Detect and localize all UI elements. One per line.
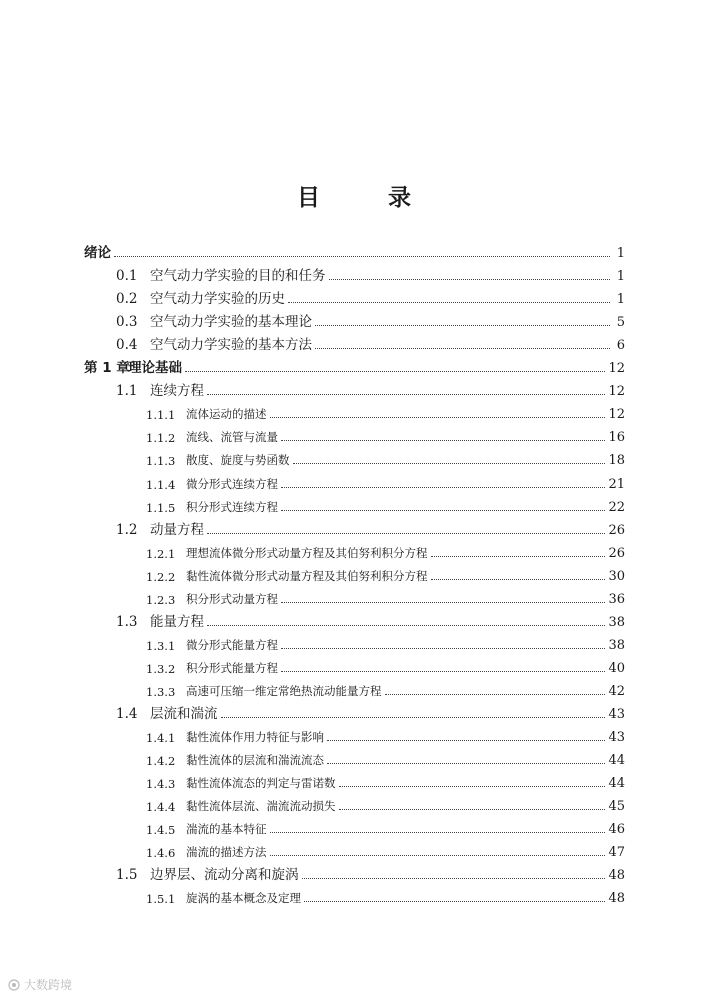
toc-entry-title: 能量方程 xyxy=(150,613,204,630)
toc-entry-title: 绪论 xyxy=(84,245,111,261)
toc-entry-page: 48 xyxy=(608,868,625,884)
toc-entry[interactable] xyxy=(146,399,625,422)
toc-entry-number: 1.4.4 xyxy=(146,800,176,815)
dot-leader xyxy=(315,325,610,326)
toc-entry-title: 积分形式动量方程 xyxy=(186,591,278,606)
watermark-text: 大数跨境 xyxy=(24,978,73,992)
toc-entry[interactable] xyxy=(116,699,625,722)
toc-entry-number: 1.3.2 xyxy=(146,661,176,676)
toc-entry-number: 1.1 xyxy=(116,383,138,400)
toc-entry-page: 43 xyxy=(608,707,625,722)
toc-entry-title: 空气动力学实验的目的和任务 xyxy=(150,268,326,285)
toc-entry-page: 26 xyxy=(608,545,625,561)
toc-entry[interactable] xyxy=(146,814,625,837)
toc-entry-title: 空气动力学实验的基本方法 xyxy=(150,337,312,354)
dot-leader xyxy=(207,394,605,395)
toc-entry-number: 1.1.5 xyxy=(146,500,176,515)
toc-entry-title: 黏性流体作用力特征与影响 xyxy=(186,730,324,745)
toc-entry[interactable] xyxy=(116,376,625,399)
toc-entry-number: 第 1 章 xyxy=(84,360,130,377)
toc-entry-title: 积分形式连续方程 xyxy=(186,499,278,514)
toc-entry-page: 44 xyxy=(608,753,625,769)
dot-leader xyxy=(281,510,605,511)
toc-entry-number: 1.1.4 xyxy=(146,477,176,492)
toc-entry-number: 1.4.5 xyxy=(146,823,176,838)
dot-leader xyxy=(304,901,605,902)
dot-leader xyxy=(385,694,606,695)
toc-entry-number: 1.1.3 xyxy=(146,454,176,469)
dot-leader xyxy=(281,671,605,672)
toc-entry[interactable] xyxy=(116,330,625,353)
dot-leader xyxy=(281,602,605,603)
dot-leader xyxy=(270,832,606,833)
toc-entry[interactable] xyxy=(146,538,625,561)
toc-entry-title: 积分形式能量方程 xyxy=(186,660,278,675)
toc-entry-number: 0.4 xyxy=(116,337,138,354)
page-title: 目 录 xyxy=(296,185,441,211)
toc-entry[interactable] xyxy=(84,238,625,261)
dot-leader xyxy=(281,440,605,441)
toc-entry-title: 散度、旋度与势函数 xyxy=(186,453,290,468)
toc-entry-page: 44 xyxy=(608,776,625,792)
toc-entry[interactable] xyxy=(116,284,625,307)
toc-entry[interactable] xyxy=(146,745,625,768)
toc-entry-number: 1.2 xyxy=(116,521,138,538)
dot-leader xyxy=(270,417,606,418)
toc-entry-page: 40 xyxy=(608,660,625,676)
toc-entry-title: 理论基础 xyxy=(128,360,182,377)
toc-entry[interactable] xyxy=(146,883,625,906)
toc-entry-number: 1.4.3 xyxy=(146,777,176,792)
toc-entry-number: 1.2.2 xyxy=(146,569,176,584)
toc-entry-page: 36 xyxy=(608,591,625,607)
toc-entry-title: 黏性流体微分形式动量方程及其伯努利积分方程 xyxy=(186,568,428,583)
toc-entry-number: 1.3.1 xyxy=(146,638,176,653)
toc-entry-page: 1 xyxy=(616,246,625,261)
toc-entry-page: 6 xyxy=(616,338,625,354)
toc-entry[interactable] xyxy=(116,860,625,883)
toc-entry-page: 48 xyxy=(608,891,625,907)
toc-entry-title: 黏性流体流态的判定与雷诺数 xyxy=(186,776,336,791)
toc-entry-page: 12 xyxy=(608,384,625,400)
toc-entry-page: 21 xyxy=(608,476,625,492)
toc-entry[interactable] xyxy=(146,469,625,492)
toc-entry-number: 0.3 xyxy=(116,314,138,331)
toc-entry-number: 1.4.2 xyxy=(146,754,176,769)
toc-entry-page: 30 xyxy=(608,568,625,584)
dot-leader xyxy=(281,648,605,649)
toc-entry-title: 微分形式能量方程 xyxy=(186,637,278,652)
dot-leader xyxy=(302,878,606,879)
dot-leader xyxy=(207,533,605,534)
logo-icon xyxy=(8,979,20,991)
toc-entry-number: 1.5.1 xyxy=(146,892,176,907)
dot-leader xyxy=(207,625,605,626)
dot-leader xyxy=(327,740,605,741)
toc-entry-page: 46 xyxy=(608,822,625,838)
toc-entry-number: 1.5 xyxy=(116,867,138,884)
toc-entry[interactable] xyxy=(146,653,625,676)
toc-entry[interactable] xyxy=(84,353,625,376)
toc-entry-title: 空气动力学实验的历史 xyxy=(150,291,285,308)
dot-leader xyxy=(329,279,611,280)
toc-entry-title: 流体运动的描述 xyxy=(186,407,267,422)
dot-leader xyxy=(293,463,606,464)
dot-leader xyxy=(431,556,606,557)
toc-entry-title: 边界层、流动分离和旋涡 xyxy=(150,867,299,884)
toc-entry[interactable] xyxy=(146,445,625,468)
toc-entry-number: 0.1 xyxy=(116,268,138,285)
watermark xyxy=(8,976,72,993)
dot-leader xyxy=(431,579,606,580)
toc-entry-number: 1.3 xyxy=(116,613,138,630)
dot-leader xyxy=(288,302,610,303)
toc-entry[interactable] xyxy=(146,422,625,445)
dot-leader xyxy=(339,786,606,787)
toc-entry-number: 1.4.1 xyxy=(146,731,176,746)
toc-entry-page: 22 xyxy=(608,499,625,515)
toc-entry[interactable] xyxy=(146,561,625,584)
toc-entry-number: 1.4 xyxy=(116,706,138,722)
toc-entry-title: 旋涡的基本概念及定理 xyxy=(186,891,301,906)
toc-entry[interactable] xyxy=(116,261,625,284)
toc-entry-page: 5 xyxy=(616,315,625,331)
toc-entry[interactable] xyxy=(146,584,625,607)
toc-entry-title: 微分形式连续方程 xyxy=(186,476,278,491)
toc-entry[interactable] xyxy=(146,791,625,814)
toc-entry-title: 动量方程 xyxy=(150,521,204,538)
toc-entry-title: 湍流的描述方法 xyxy=(186,845,267,860)
toc-entry-title: 层流和湍流 xyxy=(150,706,218,722)
toc-entry-title: 高速可压缩一维定常绝热流动能量方程 xyxy=(186,683,382,698)
toc-entry[interactable] xyxy=(116,307,625,330)
dot-leader xyxy=(221,717,606,718)
toc-entry-number: 1.1.2 xyxy=(146,431,176,446)
toc-entry[interactable] xyxy=(116,607,625,630)
toc-entry-title: 流线、流管与流量 xyxy=(186,430,278,445)
toc-entry-page: 47 xyxy=(608,845,625,861)
dot-leader xyxy=(114,256,610,257)
toc-entry[interactable] xyxy=(146,676,625,699)
dot-leader xyxy=(315,348,610,349)
toc-entry-page: 43 xyxy=(608,730,625,746)
toc-entry-title: 空气动力学实验的基本理论 xyxy=(150,314,312,331)
toc-entry-title: 理想流体微分形式动量方程及其伯努利积分方程 xyxy=(186,545,428,560)
toc-entry[interactable] xyxy=(146,837,625,860)
toc-entry-page: 45 xyxy=(608,799,625,815)
toc-entry[interactable] xyxy=(146,722,625,745)
toc-entry-page: 42 xyxy=(608,683,625,699)
toc-entry-number: 1.4.6 xyxy=(146,846,176,861)
toc-entry-page: 38 xyxy=(608,614,625,630)
toc-entry-number: 1.1.1 xyxy=(146,408,176,423)
toc-entry-page: 12 xyxy=(608,361,625,377)
toc-entry-page: 18 xyxy=(608,453,625,469)
dot-leader xyxy=(327,763,605,764)
toc-entry-number: 0.2 xyxy=(116,291,138,308)
toc-entry-page: 1 xyxy=(616,292,625,308)
toc-entry-page: 1 xyxy=(616,269,625,285)
dot-leader xyxy=(185,371,605,372)
dot-leader xyxy=(281,487,605,488)
dot-leader xyxy=(270,855,606,856)
toc-entry-page: 26 xyxy=(608,522,625,538)
toc-entry-title: 连续方程 xyxy=(150,383,204,400)
toc-entry[interactable] xyxy=(146,492,625,515)
toc-entry[interactable] xyxy=(146,630,625,653)
toc-entry-number: 1.2.3 xyxy=(146,592,176,607)
toc-entry-page: 38 xyxy=(608,637,625,653)
dot-leader xyxy=(339,809,606,810)
toc-entry-page: 16 xyxy=(608,430,625,446)
toc-entry-title: 黏性流体的层流和湍流流态 xyxy=(186,753,324,768)
toc-entry-number: 1.2.1 xyxy=(146,546,176,561)
toc-entry-title: 黏性流体层流、湍流流动损失 xyxy=(186,799,336,814)
toc-entry-number: 1.3.3 xyxy=(146,684,176,699)
toc-entry[interactable] xyxy=(116,515,625,538)
toc-entry-title: 湍流的基本特征 xyxy=(186,822,267,837)
toc-entry-page: 12 xyxy=(608,407,625,423)
toc-entry[interactable] xyxy=(146,768,625,791)
